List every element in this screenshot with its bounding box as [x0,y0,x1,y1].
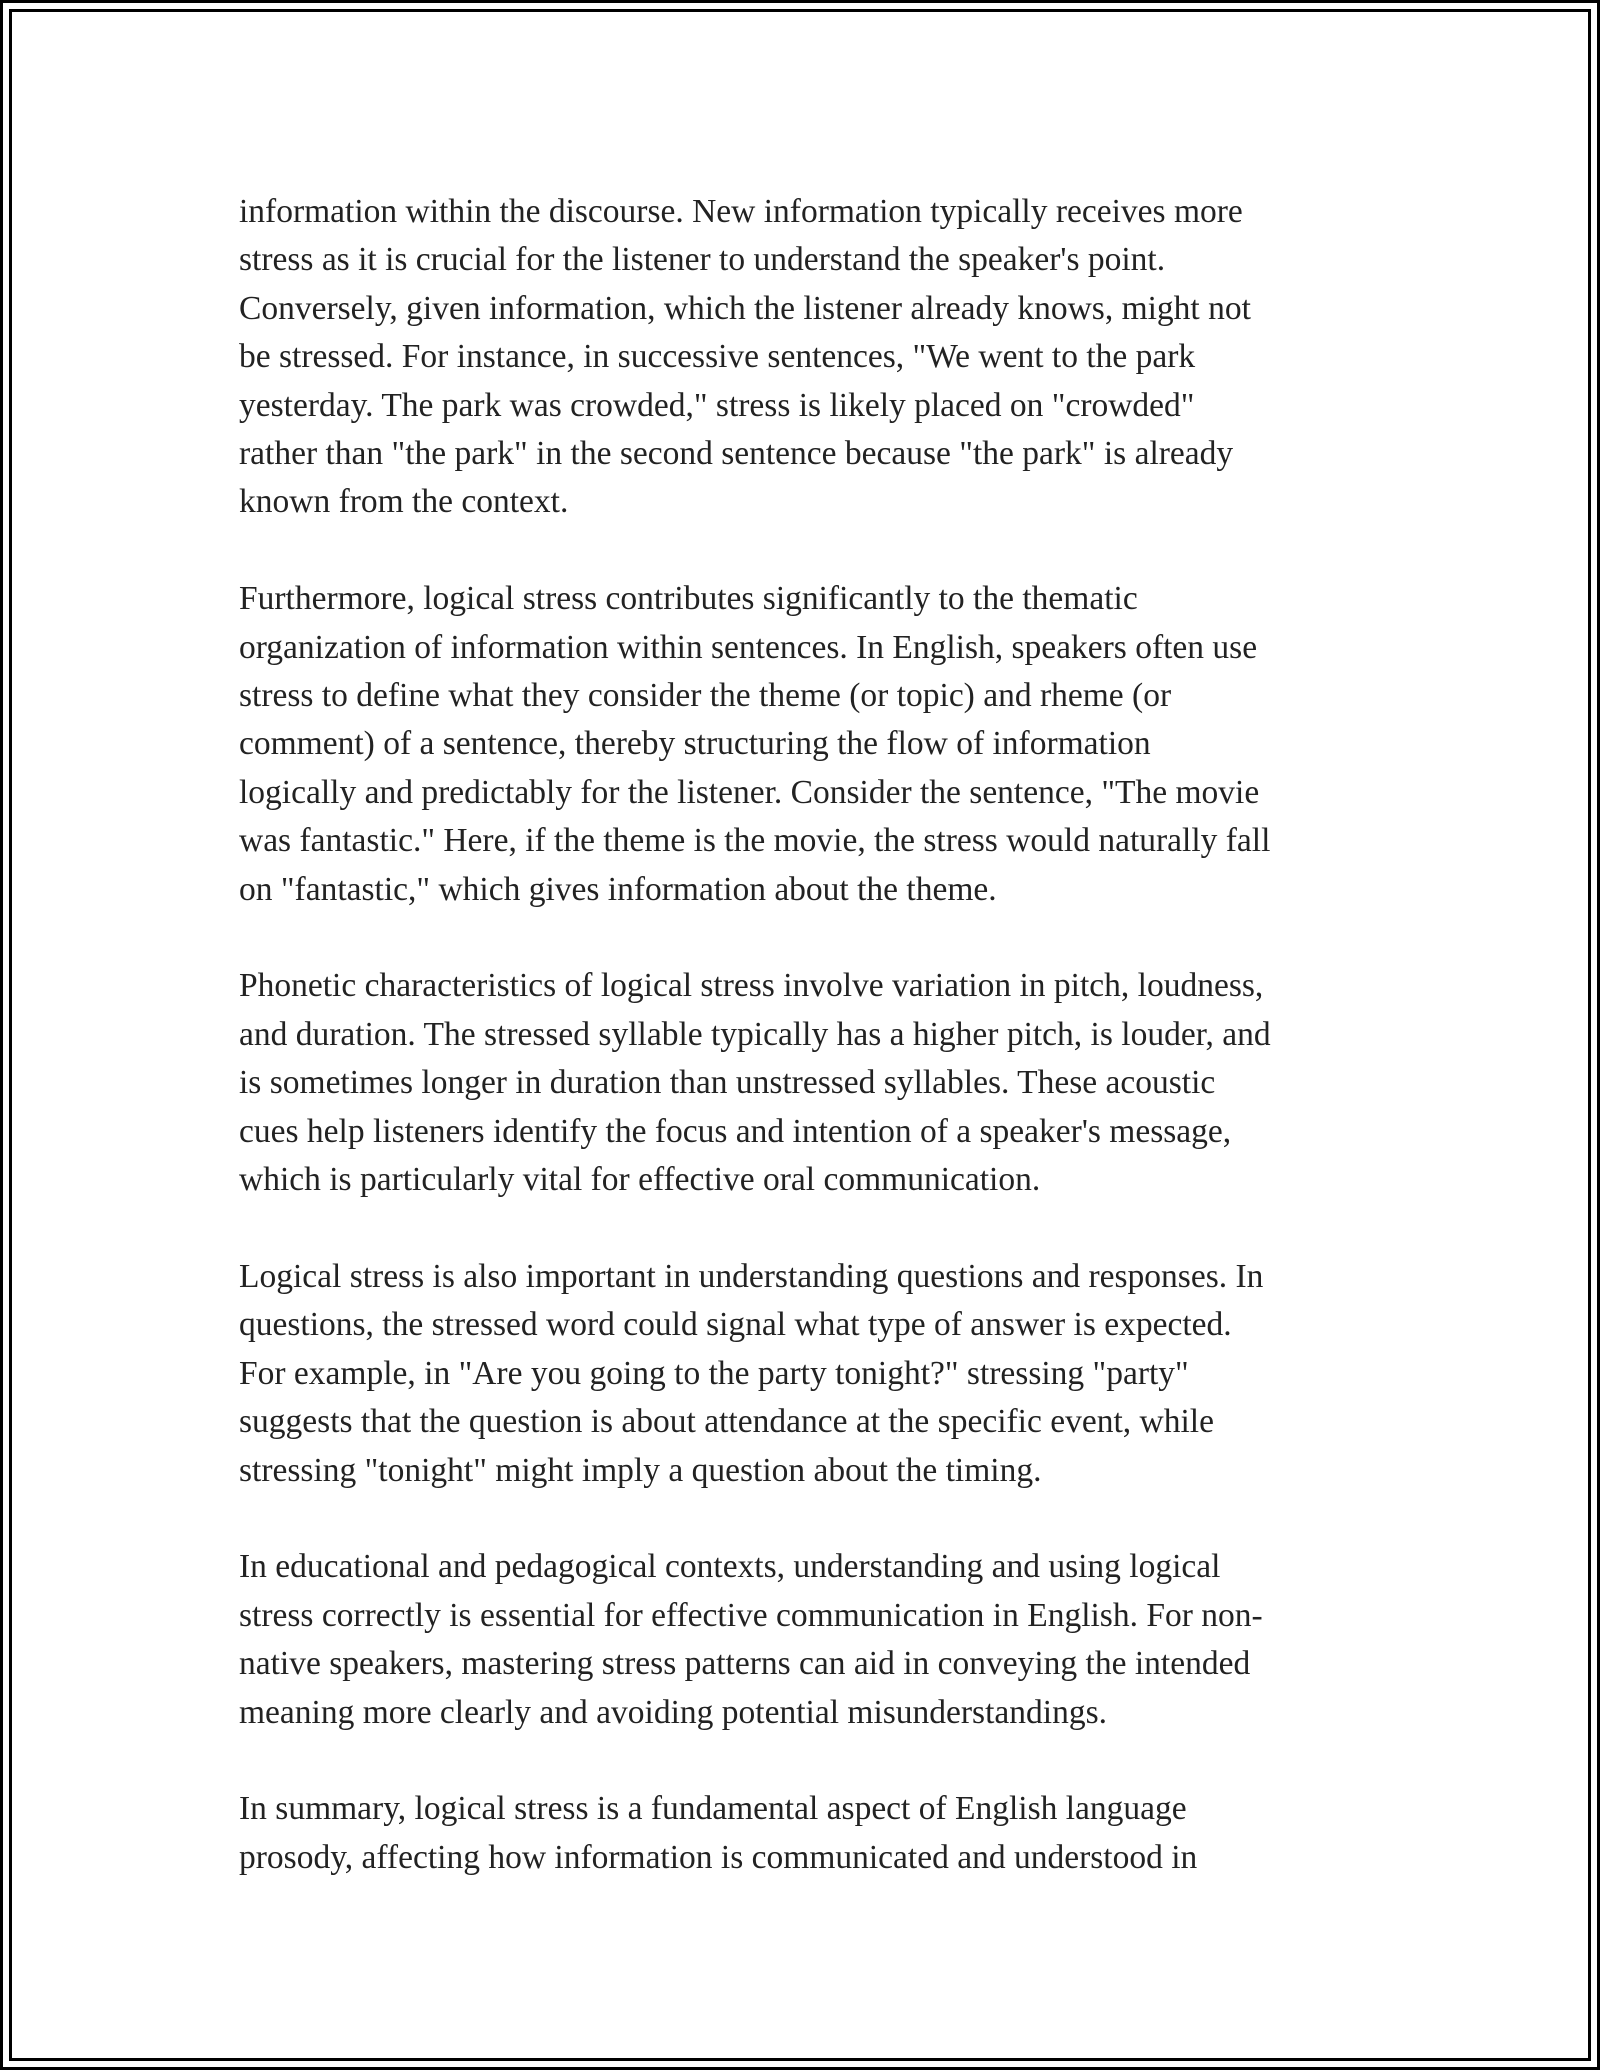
text-line: native speakers, mastering stress patterns can aid in conveying the intended [239,1645,1251,1683]
text-line: on "fantastic," which gives information about the theme. [239,870,997,908]
paragraph-phonetic-characteristics [239,962,1389,1204]
text-line: stress correctly is essential for effective communication in English. For non- [239,1596,1263,1634]
paragraph-questions-responses [239,1253,1389,1495]
text-line: prosody, affecting how information is communicated and understood in [239,1838,1198,1876]
text-line: Furthermore, logical stress contributes significantly to the thematic [239,580,1138,618]
paragraph-given-new-information [239,188,1389,527]
text-line: is sometimes longer in duration than unstressed syllables. These acoustic [239,1064,1216,1102]
text-line: stressing "tonight" might imply a question about the timing. [239,1451,1042,1489]
text-line: Phonetic characteristics of logical stress involve variation in pitch, loudness, [239,967,1264,1005]
text-line: comment) of a sentence, thereby structuring the flow of information [239,725,1151,763]
text-line: Conversely, given information, which the listener already knows, might not [239,289,1251,327]
text-line: which is particularly vital for effective oral communication. [239,1161,1041,1199]
text-line: suggests that the question is about attendance at the specific event, while [239,1403,1214,1441]
text-line: Logical stress is also important in understanding questions and responses. In [239,1257,1264,1295]
text-line: rather than "the park" in the second sentence because "the park" is already [239,435,1234,473]
text-line: In educational and pedagogical contexts, understanding and using logical [239,1548,1221,1586]
document-body [239,188,1389,1931]
text-line: stress to define what they consider the theme (or topic) and rheme (or [239,677,1172,715]
text-line: In summary, logical stress is a fundamental aspect of English language [239,1790,1187,1828]
text-line: stress as it is crucial for the listener to understand the speaker's point. [239,241,1166,279]
text-line: known from the context. [239,483,569,521]
text-line: logically and predictably for the listener. Consider the sentence, "The movie [239,773,1260,811]
text-line: be stressed. For instance, in successive sentences, "We went to the park [239,338,1196,376]
text-line: and duration. The stressed syllable typically has a higher pitch, is louder, and [239,1015,1271,1053]
text-line: was fantastic." Here, if the theme is the movie, the stress would naturally fall [239,822,1271,860]
paragraph-educational-contexts [239,1543,1389,1737]
paragraph-thematic-organization [239,575,1389,914]
text-line: For example, in "Are you going to the party tonight?" stressing "party" [239,1354,1189,1392]
text-line: meaning more clearly and avoiding potential misunderstandings. [239,1693,1107,1731]
text-line: cues help listeners identify the focus and intention of a speaker's message, [239,1112,1232,1150]
text-line: information within the discourse. New information typically receives more [239,193,1243,230]
paragraph-summary [239,1785,1389,1882]
text-line: organization of information within sentences. In English, speakers often use [239,628,1258,666]
text-line: yesterday. The park was crowded," stress is likely placed on "crowded" [239,386,1195,424]
text-line: questions, the stressed word could signal what type of answer is expected. [239,1306,1232,1344]
